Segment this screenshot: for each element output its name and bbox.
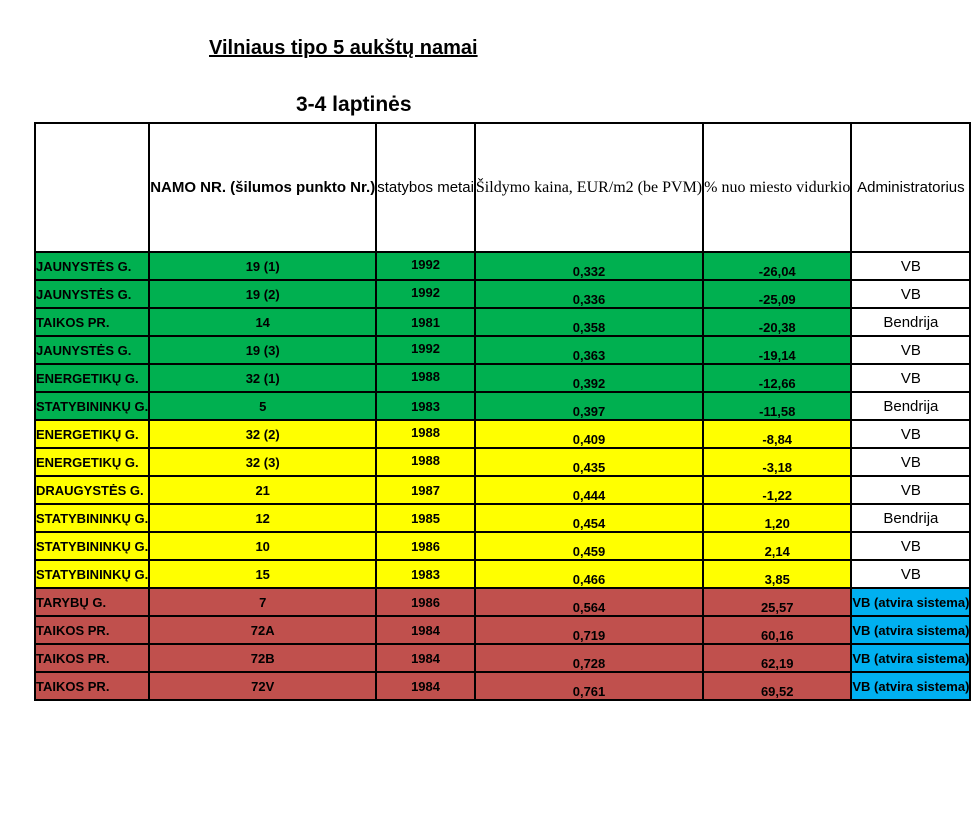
administrator-cell: VB [851, 280, 970, 308]
house-number-cell: 10 [149, 532, 376, 560]
street-cell: TAIKOS PR. [35, 616, 149, 644]
percent-of-average-cell: 60,16 [703, 616, 851, 644]
heating-price-cell: 0,564 [475, 588, 703, 616]
heating-price-cell: 0,761 [475, 672, 703, 700]
percent-of-average-cell: -11,58 [703, 392, 851, 420]
table-row [35, 336, 970, 364]
administrator-cell: VB [851, 252, 970, 280]
administrator-cell: VB [851, 336, 970, 364]
construction-year-cell: 1988 [376, 420, 475, 448]
administrator-cell: Bendrija [851, 308, 970, 336]
heating-price-cell: 0,719 [475, 616, 703, 644]
heating-price-cell: 0,409 [475, 420, 703, 448]
heating-price-cell: 0,332 [475, 252, 703, 280]
table-row [35, 448, 970, 476]
table-row [35, 588, 970, 616]
house-number-cell: 32 (2) [149, 420, 376, 448]
house-number-cell: 19 (2) [149, 280, 376, 308]
house-number-cell: 32 (3) [149, 448, 376, 476]
table-row [35, 308, 970, 336]
heating-price-cell: 0,459 [475, 532, 703, 560]
document-title: Vilniaus tipo 5 aukštų namai [209, 37, 478, 59]
construction-year-cell: 1988 [376, 448, 475, 476]
heating-price-cell: 0,336 [475, 280, 703, 308]
table-row [35, 616, 970, 644]
percent-of-average-cell: -19,14 [703, 336, 851, 364]
construction-year-cell: 1981 [376, 308, 475, 336]
house-number-cell: 19 (3) [149, 336, 376, 364]
administrator-cell: VB (atvira sistema) [851, 644, 970, 672]
street-cell: TAIKOS PR. [35, 644, 149, 672]
administrator-cell: VB [851, 560, 970, 588]
header-house-number: NAMO NR. (šilumos punkto Nr.) [149, 123, 376, 252]
heating-price-cell: 0,466 [475, 560, 703, 588]
administrator-cell: Bendrija [851, 392, 970, 420]
street-cell: TAIKOS PR. [35, 308, 149, 336]
house-number-cell: 21 [149, 476, 376, 504]
heating-price-cell: 0,728 [475, 644, 703, 672]
construction-year-cell: 1992 [376, 252, 475, 280]
house-number-cell: 72B [149, 644, 376, 672]
table-row [35, 252, 970, 280]
construction-year-cell: 1986 [376, 532, 475, 560]
street-cell: ENERGETIKŲ G. [35, 448, 149, 476]
percent-of-average-cell: -8,84 [703, 420, 851, 448]
administrator-cell: VB [851, 420, 970, 448]
administrator-cell: Bendrija [851, 504, 970, 532]
percent-of-average-cell: 62,19 [703, 644, 851, 672]
administrator-cell: VB (atvira sistema) [851, 672, 970, 700]
percent-of-average-cell: -1,22 [703, 476, 851, 504]
table-row [35, 280, 970, 308]
street-cell: ENERGETIKŲ G. [35, 420, 149, 448]
header-administrator: Administratorius [851, 123, 970, 252]
house-number-cell: 32 (1) [149, 364, 376, 392]
table-header-row [35, 123, 970, 252]
heating-price-cell: 0,444 [475, 476, 703, 504]
construction-year-cell: 1992 [376, 280, 475, 308]
percent-of-average-cell: -12,66 [703, 364, 851, 392]
table-row [35, 420, 970, 448]
heating-price-cell: 0,358 [475, 308, 703, 336]
percent-of-average-cell: -25,09 [703, 280, 851, 308]
heating-price-cell: 0,454 [475, 504, 703, 532]
construction-year-cell: 1992 [376, 336, 475, 364]
house-number-cell: 14 [149, 308, 376, 336]
table-row [35, 504, 970, 532]
heating-price-cell: 0,435 [475, 448, 703, 476]
street-cell: STATYBININKŲ G. [35, 504, 149, 532]
percent-of-average-cell: 1,20 [703, 504, 851, 532]
table-row [35, 476, 970, 504]
street-cell: TARYBŲ G. [35, 588, 149, 616]
table-row [35, 560, 970, 588]
construction-year-cell: 1983 [376, 392, 475, 420]
administrator-cell: VB [851, 448, 970, 476]
percent-of-average-cell: 2,14 [703, 532, 851, 560]
header-heating-price: Šildymo kaina, EUR/m2 (be PVM) [475, 123, 703, 252]
construction-year-cell: 1984 [376, 616, 475, 644]
house-number-cell: 72V [149, 672, 376, 700]
table-row [35, 392, 970, 420]
house-number-cell: 72A [149, 616, 376, 644]
percent-of-average-cell: -26,04 [703, 252, 851, 280]
percent-of-average-cell: 25,57 [703, 588, 851, 616]
percent-of-average-cell: -3,18 [703, 448, 851, 476]
street-cell: STATYBININKŲ G. [35, 560, 149, 588]
house-number-cell: 12 [149, 504, 376, 532]
heating-price-cell: 0,363 [475, 336, 703, 364]
percent-of-average-cell: 3,85 [703, 560, 851, 588]
house-number-cell: 15 [149, 560, 376, 588]
administrator-cell: VB [851, 364, 970, 392]
table-row [35, 672, 970, 700]
heating-price-table [34, 122, 971, 701]
construction-year-cell: 1987 [376, 476, 475, 504]
administrator-cell: VB (atvira sistema) [851, 588, 970, 616]
street-cell: JAUNYSTĖS G. [35, 336, 149, 364]
street-cell: JAUNYSTĖS G. [35, 252, 149, 280]
street-cell: TAIKOS PR. [35, 672, 149, 700]
header-construction-year: statybos metai [376, 123, 475, 252]
house-number-cell: 5 [149, 392, 376, 420]
administrator-cell: VB (atvira sistema) [851, 616, 970, 644]
document-subtitle: 3-4 laptinės [296, 93, 412, 116]
administrator-cell: VB [851, 532, 970, 560]
construction-year-cell: 1985 [376, 504, 475, 532]
street-cell: STATYBININKŲ G. [35, 392, 149, 420]
construction-year-cell: 1983 [376, 560, 475, 588]
house-number-cell: 19 (1) [149, 252, 376, 280]
table-row [35, 644, 970, 672]
header-percent-of-average: % nuo miesto vidurkio [703, 123, 851, 252]
construction-year-cell: 1984 [376, 672, 475, 700]
heating-price-cell: 0,397 [475, 392, 703, 420]
street-cell: DRAUGYSTĖS G. [35, 476, 149, 504]
percent-of-average-cell: 69,52 [703, 672, 851, 700]
construction-year-cell: 1984 [376, 644, 475, 672]
street-cell: STATYBININKŲ G. [35, 532, 149, 560]
construction-year-cell: 1986 [376, 588, 475, 616]
house-number-cell: 7 [149, 588, 376, 616]
table-row [35, 364, 970, 392]
administrator-cell: VB [851, 476, 970, 504]
percent-of-average-cell: -20,38 [703, 308, 851, 336]
header-street [35, 123, 149, 252]
street-cell: JAUNYSTĖS G. [35, 280, 149, 308]
heating-price-cell: 0,392 [475, 364, 703, 392]
street-cell: ENERGETIKŲ G. [35, 364, 149, 392]
construction-year-cell: 1988 [376, 364, 475, 392]
table-row [35, 532, 970, 560]
